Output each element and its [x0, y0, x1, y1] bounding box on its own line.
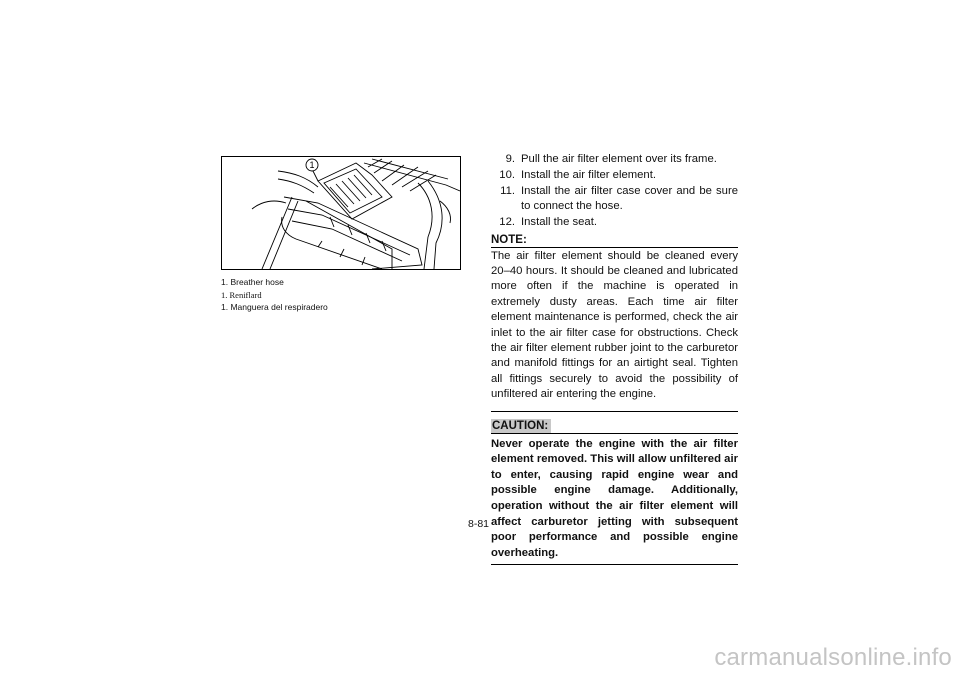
- step-item: [491, 215, 738, 230]
- step-item: [491, 152, 738, 167]
- caution-body: Never operate the engine with the air filter element removed. This will allow unfiltered air to enter, causing rapid engine wear and possible engine damage. Additionally, operation without the air filter element will affect carburetor jetting with subsequent poor performance and possible engine overheating.: [491, 437, 738, 559]
- step-number: 10.: [499, 168, 515, 181]
- air-filter-drawing: [222, 157, 460, 269]
- caption-french: 1. Reniflard: [221, 289, 262, 300]
- caution-bottom-rule: [491, 564, 738, 565]
- caution-heading: CAUTION:: [491, 419, 551, 433]
- caption-spanish: 1. Manguera del respiradero: [221, 302, 328, 312]
- figure-captions: [221, 276, 328, 314]
- note-heading: NOTE:: [491, 234, 738, 248]
- step-text: Install the air filter element.: [521, 168, 656, 181]
- step-text: Install the seat.: [521, 216, 597, 229]
- step-number: 11.: [500, 184, 515, 197]
- note-body: The air filter element should be cleaned every 20–40 hours. It should be cleaned and lubricated more often if the machine is operated in extremely dusty areas. Each time air filter element maintenance is performed, check the air inlet to the air filter case for obstructions. Check the air filter element rubber joint to the carburetor and manifold fittings for an airtight seal. Tighten all fittings securely to avoid the possibility of unfiltered air entering the engine.: [491, 249, 738, 401]
- step-number: 12.: [499, 216, 515, 229]
- watermark: carmanualsonline.info: [714, 644, 952, 671]
- caution-top-rule: [491, 433, 738, 434]
- instructions-column: [491, 152, 738, 565]
- step-item: [491, 168, 738, 183]
- callout-number: 1: [309, 160, 315, 170]
- caption-english: 1. Breather hose: [221, 277, 284, 287]
- page-number: 8-81: [468, 518, 490, 530]
- step-number: 9.: [505, 153, 515, 165]
- step-text: Pull the air filter element over its frame.: [521, 153, 717, 165]
- note-divider: [491, 411, 738, 412]
- step-text: Install the air filter case cover and be sure to connect the hose.: [521, 184, 738, 213]
- breather-hose-illustration: [221, 156, 461, 270]
- step-item: [491, 184, 738, 215]
- caution-header: [491, 419, 738, 436]
